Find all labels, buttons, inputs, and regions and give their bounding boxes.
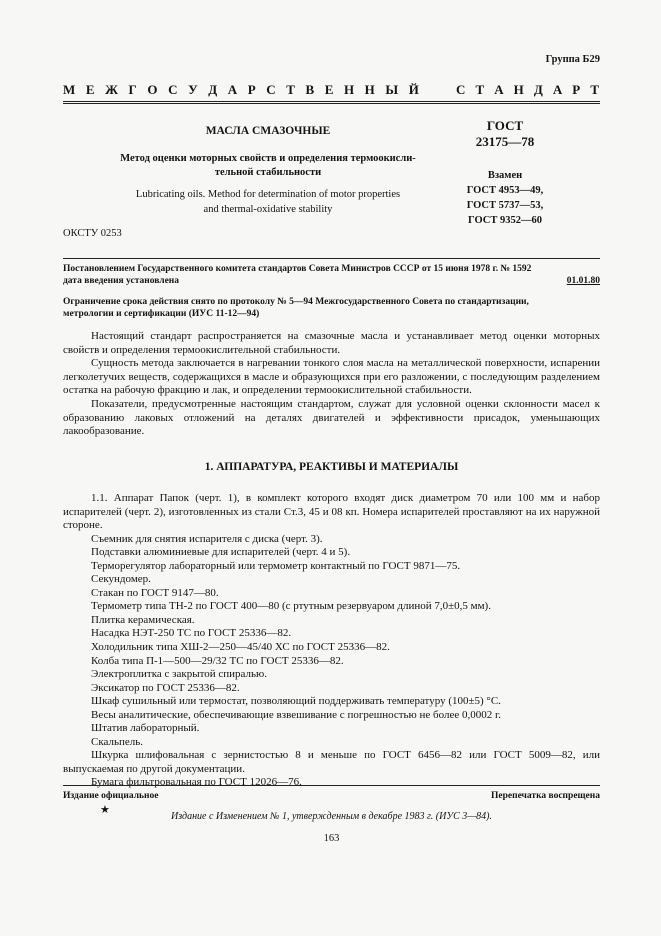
star-mark: ★ xyxy=(100,804,110,816)
decree-rule xyxy=(63,258,600,259)
banner-letter: Й xyxy=(408,82,419,97)
subtitle-line-2: тельной стабильности xyxy=(214,167,322,178)
list-item: Стакан по ГОСТ 9147—80. xyxy=(91,586,219,599)
list-item: Холодильник типа ХШ-2—250—45/40 ХС по ГОСТ 25336—82. xyxy=(91,641,390,654)
list-item: Плитка керамическая. xyxy=(91,613,195,626)
banner-letter: А xyxy=(552,82,563,97)
list-item: Штатив лабораторный. xyxy=(91,722,200,735)
replaces-block xyxy=(440,168,570,228)
decree-line-2: дата введения установлена xyxy=(63,276,180,286)
edition-note: Издание с Изменением № 1, утвержденным в декабре 1983 г. (ИУС 3—84). xyxy=(171,811,492,822)
intro-paragraph: Сущность метода заключается в нагревании тонкого слоя масла на металлической поверхности, испарении легколетучих веществ, содержащихся в масле и образующихся при его разложении, с последующим разделением остатка на рабочую фракцию и лак, и определении термоокислительной стабильности. xyxy=(63,357,600,397)
list-item: Электроплитка с закрытой спиралью. xyxy=(91,668,268,681)
page-number: 163 xyxy=(323,833,340,844)
banner-letter: Н xyxy=(343,82,355,97)
list-item: Шкурка шлифовальная с зернистостью 8 и меньше по ГОСТ 6456—82 или ГОСТ 5009—82, или выпускаемая по другой документации. xyxy=(63,749,600,775)
banner-letter: В xyxy=(305,82,315,97)
list-item: 1.1. Аппарат Папок (черт. 1), в комплект которого входят диск диаметром 70 или 100 мм и набор испарителей (черт. 2), изготовленных из стали Ст.3, 45 и 08 кп. Номера испарителей проставляют на их наружной стороне. xyxy=(63,492,600,532)
limit-note xyxy=(63,296,600,320)
list-item: Весы аналитические, обеспечивающие взвешивание с погрешностью не более 0,0002 г. xyxy=(91,708,502,721)
banner-letter: Г xyxy=(128,82,137,97)
banner-letter: Д xyxy=(208,82,218,97)
english-title xyxy=(63,187,473,217)
banner-letter: Р xyxy=(572,82,581,97)
banner-letter: А xyxy=(494,82,504,97)
gost-number-block xyxy=(455,118,555,150)
list-item: Терморегулятор лабораторный или термометр контактный по ГОСТ 9871—75. xyxy=(91,559,461,572)
banner-letter: У xyxy=(188,82,198,97)
subtitle-line-1: Метод оценки моторных свойств и определения термоокисли- xyxy=(120,153,416,164)
list-item: Колба типа П-1—500—29/32 ТС по ГОСТ 25336—82. xyxy=(91,654,344,667)
list-item: Термометр типа ТН-2 по ГОСТ 400—80 (с ртутным резервуаром длиной 7,0±0,5 мм). xyxy=(91,600,491,613)
intro-text xyxy=(63,330,600,439)
intro-paragraph: Показатели, предусмотренные настоящим стандартом, служат для условной оценки склонности масел к образованию лаковых отложений на деталях двигателей и эффективности присадок, уменьшающих лакообразование. xyxy=(63,397,600,438)
list-item: Скальпель. xyxy=(91,735,144,748)
english-line-1: Lubricating oils. Method for determination of motor properties xyxy=(135,189,401,200)
banner-word-standard xyxy=(456,82,599,98)
banner-letter: Е xyxy=(324,82,334,97)
equipment-list xyxy=(63,492,600,790)
decree-text xyxy=(63,263,600,287)
banner-letter: С xyxy=(168,82,178,97)
official-edition-label: Издание официальное xyxy=(63,791,159,801)
english-line-2: and thermal-oxidative stability xyxy=(203,204,333,215)
banner-letter: Н xyxy=(513,82,524,97)
banner-letter: М xyxy=(63,82,76,97)
group-label: Группа Б29 xyxy=(545,54,600,65)
replaces-label: Взамен xyxy=(487,170,523,181)
replaces-item: ГОСТ 5737—53, xyxy=(466,200,544,211)
list-item: Насадка НЭТ-250 ТС по ГОСТ 25336—82. xyxy=(91,627,292,640)
banner-letter: Е xyxy=(85,82,95,97)
gost-label: ГОСТ xyxy=(486,118,524,133)
list-item: Подставки алюминиевые для испарителей (черт. 4 и 5). xyxy=(91,546,351,559)
banner-letter: О xyxy=(147,82,158,97)
banner-letter: Р xyxy=(247,82,256,97)
limit-line-2: метрологии и сертификации (ИУС 11-12—94) xyxy=(63,309,260,319)
footer-rule xyxy=(63,785,600,786)
okstu-code: ОКСТУ 0253 xyxy=(63,228,122,239)
banner-letter: А xyxy=(227,82,238,97)
banner-letter: Т xyxy=(475,82,485,97)
list-item: Шкаф сушильный или термостат, позволяющий поддерживать температуру (100±5) °С. xyxy=(91,695,501,708)
list-item: Эксикатор по ГОСТ 25336—82. xyxy=(91,681,240,694)
limit-line-1: Ограничение срока действия снято по протоколу № 5—94 Межгосударственного Совета по стандартизации, xyxy=(63,297,529,307)
banner-rule-top xyxy=(63,101,600,102)
banner-letter: Т xyxy=(286,82,295,97)
banner-letter: Ж xyxy=(105,82,118,97)
replaces-item: ГОСТ 9352—60 xyxy=(468,215,542,226)
decree-line-1: Постановлением Государственного комитета стандартов Совета Министров СССР от 15 июня 1978 г. № 1592 xyxy=(63,264,532,274)
intro-paragraph: Настоящий стандарт распространяется на смазочные масла и устанавливает метод оценки моторных свойств и определения термоокислительной стабильности. xyxy=(63,330,600,356)
banner-letter: Ы xyxy=(385,82,399,97)
banner-letter: С xyxy=(266,82,276,97)
list-item: Съемник для снятия испарителя с диска (черт. 3). xyxy=(91,532,323,545)
banner-letter: Д xyxy=(533,82,543,97)
banner-rule-bottom xyxy=(63,103,600,104)
banner-letter: Т xyxy=(590,82,599,97)
standard-title: МАСЛА СМАЗОЧНЫЕ xyxy=(205,125,331,137)
replaces-item: ГОСТ 4953—49, xyxy=(466,185,544,196)
effective-date: 01.01.80 xyxy=(566,276,600,286)
banner-word-interstate xyxy=(63,82,419,98)
reprint-prohibited-label: Перепечатка воспрещена xyxy=(490,791,600,801)
list-item: Секундомер. xyxy=(91,573,151,586)
banner-letter: Н xyxy=(364,82,375,97)
standard-subtitle xyxy=(63,152,473,180)
banner-letter: С xyxy=(456,82,466,97)
list-item: Бумага фильтровальная по ГОСТ 12026—76. xyxy=(91,776,302,789)
standard-banner xyxy=(63,82,599,98)
section-title: 1. АППАРАТУРА, РЕАКТИВЫ И МАТЕРИАЛЫ xyxy=(204,461,459,473)
gost-number: 23175—78 xyxy=(475,134,535,149)
